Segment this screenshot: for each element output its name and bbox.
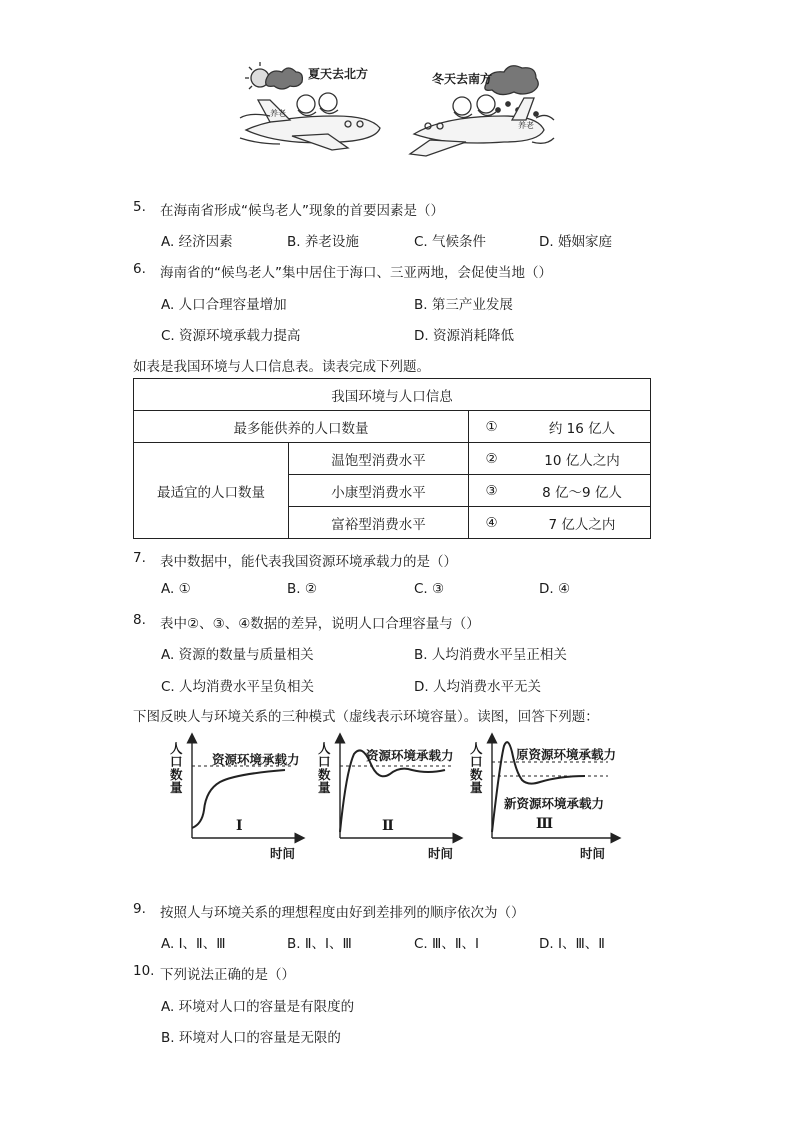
cartoon-illustration (236, 58, 556, 170)
question-5-text: 在海南省形成“候鸟老人”现象的首要因素是（） (160, 203, 444, 219)
question-7-option-a: A. ① (161, 581, 191, 597)
panel1-numeral: Ⅰ (236, 818, 243, 834)
panel1-xlabel: 时间 (270, 846, 296, 861)
question-6-text: 海南省的“候鸟老人”集中居住于海口、三亚两地，会促使当地（） (160, 265, 552, 281)
question-7-option-d: D. ④ (539, 581, 571, 597)
question-8-option-d: D. 人均消费水平无关 (414, 679, 541, 695)
table-row4-num: ④ (469, 507, 515, 539)
table-row1-value: 约 16 亿人 (514, 411, 651, 443)
table-row2-value: 10 亿人之内 (514, 443, 651, 475)
question-9-option-c: C. Ⅲ、Ⅱ、Ⅰ (414, 936, 479, 952)
table-intro-text: 如表是我国环境与人口信息表。读表完成下列题。 (133, 359, 430, 375)
table-row4-value: 7 亿人之内 (514, 507, 651, 539)
panel2-capacity-label: 资源环境承载力 (366, 748, 454, 763)
question-8-number: 8. (133, 612, 146, 628)
panel2-numeral: Ⅱ (382, 818, 394, 834)
question-9-option-d: D. Ⅰ、Ⅲ、Ⅱ (539, 936, 605, 952)
table-row2-label: 温饱型消费水平 (289, 443, 469, 475)
chart-intro-text: 下图反映人与环境关系的三种模式（虚线表示环境容量）。读图，回答下列题： (133, 709, 599, 725)
panel3-ylabel: 人口数量 (470, 741, 483, 795)
question-8-option-c: C. 人均消费水平呈负相关 (161, 679, 315, 695)
question-6-option-b: B. 第三产业发展 (414, 297, 513, 313)
table-row4-label: 富裕型消费水平 (289, 507, 469, 539)
table-group-label: 最适宜的人口数量 (134, 443, 289, 539)
cartoon-caption-left: 夏天去北方 (308, 67, 369, 81)
question-10-text: 下列说法正确的是（） (160, 967, 295, 983)
question-6-option-d: D. 资源消耗降低 (414, 328, 514, 344)
table-row1-num: ① (469, 411, 515, 443)
question-10-number: 10. (133, 963, 155, 979)
panel2-ylabel: 人口数量 (318, 741, 331, 795)
cartoon-caption-right: 冬天去南方 (432, 72, 493, 86)
environment-population-table (133, 378, 651, 539)
population-environment-diagrams (160, 732, 640, 862)
panel3-xlabel: 时间 (580, 846, 606, 861)
cartoon-badge-right: 养老 (518, 121, 534, 130)
panel2-xlabel: 时间 (428, 846, 454, 861)
panel3-new-capacity-label: 新资源环境承载力 (504, 796, 605, 811)
question-7-option-c: C. ③ (414, 581, 445, 597)
question-7-option-b: B. ② (287, 581, 317, 597)
question-6-option-a: A. 人口合理容量增加 (161, 297, 287, 313)
question-5-option-d: D. 婚姻家庭 (539, 234, 612, 250)
cartoon-badge-left: 养老 (270, 109, 286, 118)
table-row1-label: 最多能供养的人口数量 (134, 411, 469, 443)
question-5-number: 5. (133, 199, 146, 215)
question-7-number: 7. (133, 550, 146, 566)
question-10-option-a: A. 环境对人口的容量是有限度的 (161, 999, 355, 1015)
table-row3-num: ③ (469, 475, 515, 507)
question-8-text: 表中②、③、④数据的差异，说明人口合理容量与（） (160, 616, 480, 632)
question-5-option-b: B. 养老设施 (287, 234, 359, 250)
panel1-ylabel: 人口数量 (170, 741, 183, 795)
question-9-number: 9. (133, 901, 146, 917)
panel1-capacity-label: 资源环境承载力 (212, 752, 300, 767)
table-row3-label: 小康型消费水平 (289, 475, 469, 507)
question-5-option-c: C. 气候条件 (414, 234, 487, 250)
panel3-numeral: Ⅲ (536, 816, 554, 832)
table-title: 我国环境与人口信息 (134, 379, 651, 411)
question-5-option-a: A. 经济因素 (161, 234, 233, 250)
question-10-option-b: B. 环境对人口的容量是无限的 (161, 1030, 341, 1046)
question-6-option-c: C. 资源环境承载力提高 (161, 328, 301, 344)
question-9-option-b: B. Ⅱ、Ⅰ、Ⅲ (287, 936, 352, 952)
table-row2-num: ② (469, 443, 515, 475)
table-row3-value: 8 亿～9 亿人 (514, 475, 651, 507)
question-7-text: 表中数据中，能代表我国资源环境承载力的是（） (160, 554, 457, 570)
panel3-original-capacity-label: 原资源环境承载力 (516, 747, 617, 762)
question-8-option-b: B. 人均消费水平呈正相关 (414, 647, 567, 663)
question-9-option-a: A. Ⅰ、Ⅱ、Ⅲ (161, 936, 226, 952)
question-8-option-a: A. 资源的数量与质量相关 (161, 647, 314, 663)
question-6-number: 6. (133, 261, 146, 277)
question-9-text: 按照人与环境关系的理想程度由好到差排列的顺序依次为（） (160, 905, 525, 921)
